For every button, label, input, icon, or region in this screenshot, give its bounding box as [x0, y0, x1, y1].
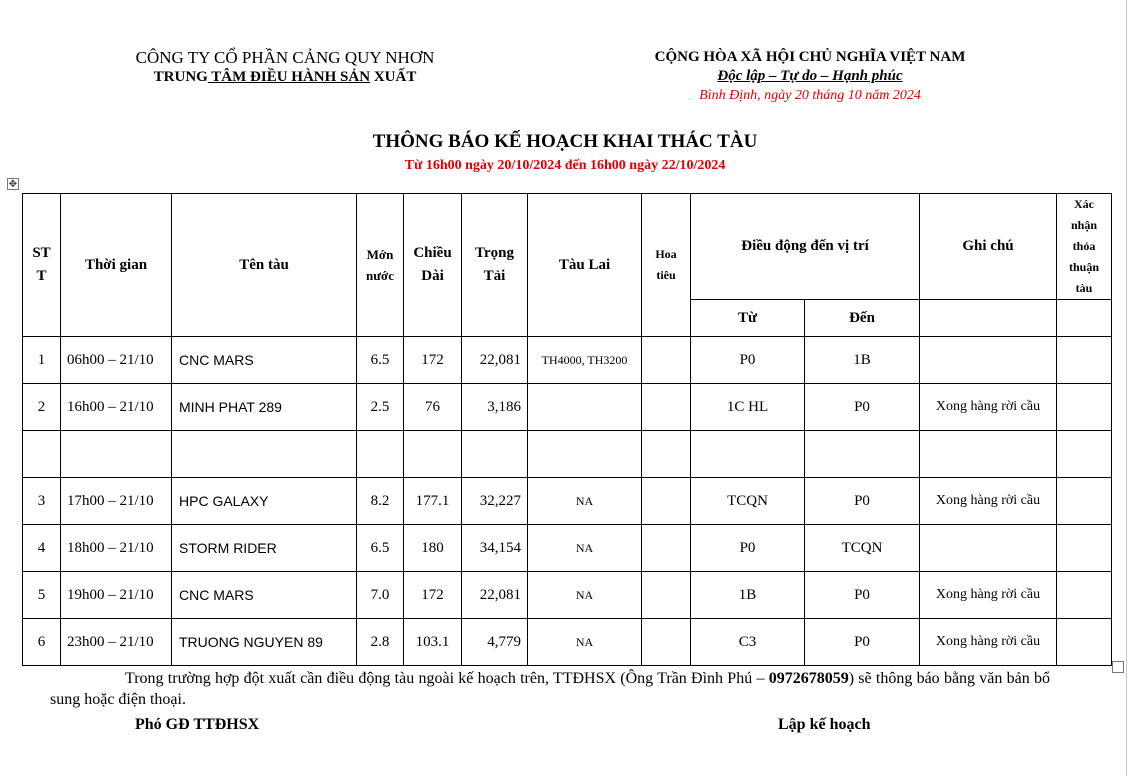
- header-stt: [23, 194, 61, 337]
- cell-tug: NA: [528, 619, 642, 666]
- header-move-to-position: Điều động đến vị trí: [691, 194, 920, 300]
- cell-ship-name: TRUONG NGUYEN 89: [172, 619, 357, 666]
- cell-note: Xong hàng rời cầu: [920, 572, 1057, 619]
- cell-draft: 6.5: [357, 525, 404, 572]
- cell-pilot: [642, 525, 691, 572]
- header-confirm-blank: [1057, 300, 1112, 337]
- cell-to: P0: [805, 478, 920, 525]
- cell-length: 172: [404, 337, 462, 384]
- header-tug: Tàu Lai: [528, 194, 642, 337]
- cell-tonnage: 34,154: [462, 525, 528, 572]
- cell-to: 1B: [805, 337, 920, 384]
- cell-note: Xong hàng rời cầu: [920, 478, 1057, 525]
- cell-length: 172: [404, 572, 462, 619]
- cell-stt: 1: [23, 337, 61, 384]
- header-confirm-line1: Xác: [1074, 197, 1095, 211]
- table-row: [23, 384, 1112, 431]
- vessel-plan-table: [22, 193, 1112, 666]
- cell-ship-name: CNC MARS: [172, 572, 357, 619]
- department-name: [40, 68, 530, 86]
- cell-tonnage: 4,779: [462, 619, 528, 666]
- company-header: [40, 48, 530, 86]
- header-stt-line1: ST: [32, 245, 51, 261]
- cell-tonnage: 32,227: [462, 478, 528, 525]
- cell-ship-name: MINH PHAT 289: [172, 384, 357, 431]
- header-note: Ghi chú: [920, 194, 1057, 300]
- table-row: [23, 337, 1112, 384]
- cell-tonnage: 22,081: [462, 337, 528, 384]
- cell-time: 17h00 – 21/10: [61, 478, 172, 525]
- cell-from: [691, 431, 805, 478]
- cell-ship-name: HPC GALAXY: [172, 478, 357, 525]
- cell-tonnage: [462, 431, 528, 478]
- cell-time: 19h00 – 21/10: [61, 572, 172, 619]
- cell-confirm: [1057, 431, 1112, 478]
- header-confirm-line3: thỏa: [1072, 239, 1096, 253]
- cell-note: [920, 431, 1057, 478]
- cell-draft: 7.0: [357, 572, 404, 619]
- cell-confirm: [1057, 478, 1112, 525]
- cell-draft: 2.5: [357, 384, 404, 431]
- cell-stt: [23, 431, 61, 478]
- header-confirmation: [1057, 194, 1112, 300]
- department-prefix: TRUNG: [153, 69, 208, 85]
- cell-tug: NA: [528, 572, 642, 619]
- header-tonnage-line2: Tải: [483, 268, 506, 284]
- cell-note: Xong hàng rời cầu: [920, 384, 1057, 431]
- cell-ship-name: STORM RIDER: [172, 525, 357, 572]
- cell-note: Xong hàng rời cầu: [920, 619, 1057, 666]
- cell-from: 1C HL: [691, 384, 805, 431]
- resize-handle-icon[interactable]: [1112, 661, 1124, 673]
- cell-tug: TH4000, TH3200: [528, 337, 642, 384]
- cell-draft: [357, 431, 404, 478]
- cell-pilot: [642, 431, 691, 478]
- cell-ship-name: [172, 431, 357, 478]
- header-confirm-line4: thuận: [1069, 260, 1100, 274]
- cell-length: 177.1: [404, 478, 462, 525]
- department-underlined: TÂM ĐIỀU HÀNH SẢN: [207, 69, 371, 85]
- cell-time: 23h00 – 21/10: [61, 619, 172, 666]
- document-subtitle: Từ 16h00 ngày 20/10/2024 đến 16h00 ngày 22/10/2024: [404, 158, 726, 173]
- cell-time: [61, 431, 172, 478]
- cell-note: [920, 337, 1057, 384]
- cell-length: [404, 431, 462, 478]
- cell-length: 76: [404, 384, 462, 431]
- cell-draft: 6.5: [357, 337, 404, 384]
- table-row: [23, 478, 1112, 525]
- table-row: [23, 525, 1112, 572]
- footer-note-tail: ) sẽ thông báo bằng văn bản bổ sung hoặc điện thoại.: [50, 670, 1051, 708]
- footer-phone: 0972678059: [768, 670, 849, 687]
- cell-stt: 3: [23, 478, 61, 525]
- header-confirm-line2: nhận: [1071, 218, 1098, 232]
- cell-tug: NA: [528, 478, 642, 525]
- header-tonnage-line1: Trọng: [475, 245, 514, 261]
- cell-to: TCQN: [805, 525, 920, 572]
- cell-time: 16h00 – 21/10: [61, 384, 172, 431]
- cell-to: P0: [805, 572, 920, 619]
- header-note-blank: [920, 300, 1057, 337]
- table-body: [23, 337, 1112, 666]
- header-tonnage: [462, 194, 528, 337]
- cell-note: [920, 525, 1057, 572]
- signature-left: Phó GĐ TTĐHSX: [135, 716, 260, 733]
- cell-tug: NA: [528, 525, 642, 572]
- cell-pilot: [642, 337, 691, 384]
- header-ship-name: Tên tàu: [172, 194, 357, 337]
- cell-from: P0: [691, 525, 805, 572]
- place-date: Bình Định, ngày 20 tháng 10 năm 2024: [699, 88, 921, 103]
- cell-length: 180: [404, 525, 462, 572]
- header-draft-line1: Mớn: [366, 247, 394, 262]
- header-length-line1: Chiều: [413, 245, 452, 261]
- national-header: [590, 48, 1030, 105]
- header-draft-line2: nước: [366, 268, 394, 283]
- cell-ship-name: CNC MARS: [172, 337, 357, 384]
- header-draft: [357, 194, 404, 337]
- cell-from: P0: [691, 337, 805, 384]
- cell-pilot: [642, 572, 691, 619]
- cell-confirm: [1057, 572, 1112, 619]
- cell-pilot: [642, 478, 691, 525]
- cell-confirm: [1057, 384, 1112, 431]
- national-title: CỘNG HÒA XÃ HỘI CHỦ NGHĨA VIỆT NAM: [654, 49, 966, 65]
- cell-to: P0: [805, 384, 920, 431]
- cell-from: 1B: [691, 572, 805, 619]
- cell-to: [805, 431, 920, 478]
- page-edge-divider: [1126, 0, 1127, 776]
- cell-confirm: [1057, 337, 1112, 384]
- cell-time: 06h00 – 21/10: [61, 337, 172, 384]
- header-confirm-line5: tàu: [1075, 281, 1093, 295]
- table-header-row: [23, 194, 1112, 300]
- cell-tug: [528, 384, 642, 431]
- cell-stt: 5: [23, 572, 61, 619]
- header-pilot-line2: tiêu: [656, 268, 676, 282]
- header-to: Đến: [805, 300, 920, 337]
- cell-pilot: [642, 384, 691, 431]
- header-length-line2: Dài: [421, 268, 444, 284]
- company-name: CÔNG TY CỔ PHẦN CẢNG QUY NHƠN: [135, 48, 435, 67]
- cell-stt: 2: [23, 384, 61, 431]
- header-length: [404, 194, 462, 337]
- national-motto: Độc lập – Tự do – Hạnh phúc: [717, 68, 903, 84]
- footer-note-text: Trong trường hợp đột xuất cần điều động tàu ngoài kế hoạch trên, TTĐHSX (Ông Trần Đình Phú –: [125, 670, 769, 687]
- document-title: THÔNG BÁO KẾ HOẠCH KHAI THÁC TÀU: [372, 131, 758, 152]
- header-stt-line2: T: [36, 268, 47, 284]
- cell-confirm: [1057, 525, 1112, 572]
- table-row: [23, 572, 1112, 619]
- cell-time: 18h00 – 21/10: [61, 525, 172, 572]
- cell-length: 103.1: [404, 619, 462, 666]
- cell-stt: 4: [23, 525, 61, 572]
- header-time: Thời gian: [61, 194, 172, 337]
- cell-tonnage: 22,081: [462, 572, 528, 619]
- cell-tonnage: 3,186: [462, 384, 528, 431]
- table-row: [23, 619, 1112, 666]
- department-suffix: XUẤT: [370, 69, 417, 85]
- cell-draft: 8.2: [357, 478, 404, 525]
- header-from: Từ: [691, 300, 805, 337]
- cell-tug: [528, 431, 642, 478]
- header-pilot-line1: Hoa: [655, 247, 677, 261]
- cell-stt: 6: [23, 619, 61, 666]
- cell-to: P0: [805, 619, 920, 666]
- signature-right: Lập kế hoạch: [778, 716, 871, 733]
- footer-note: [50, 668, 1050, 710]
- table-row: [23, 431, 1112, 478]
- cell-confirm: [1057, 619, 1112, 666]
- cell-from: C3: [691, 619, 805, 666]
- header-pilot: [642, 194, 691, 337]
- cell-from: TCQN: [691, 478, 805, 525]
- cell-pilot: [642, 619, 691, 666]
- cell-draft: 2.8: [357, 619, 404, 666]
- move-arrows-icon[interactable]: ✥: [8, 179, 18, 190]
